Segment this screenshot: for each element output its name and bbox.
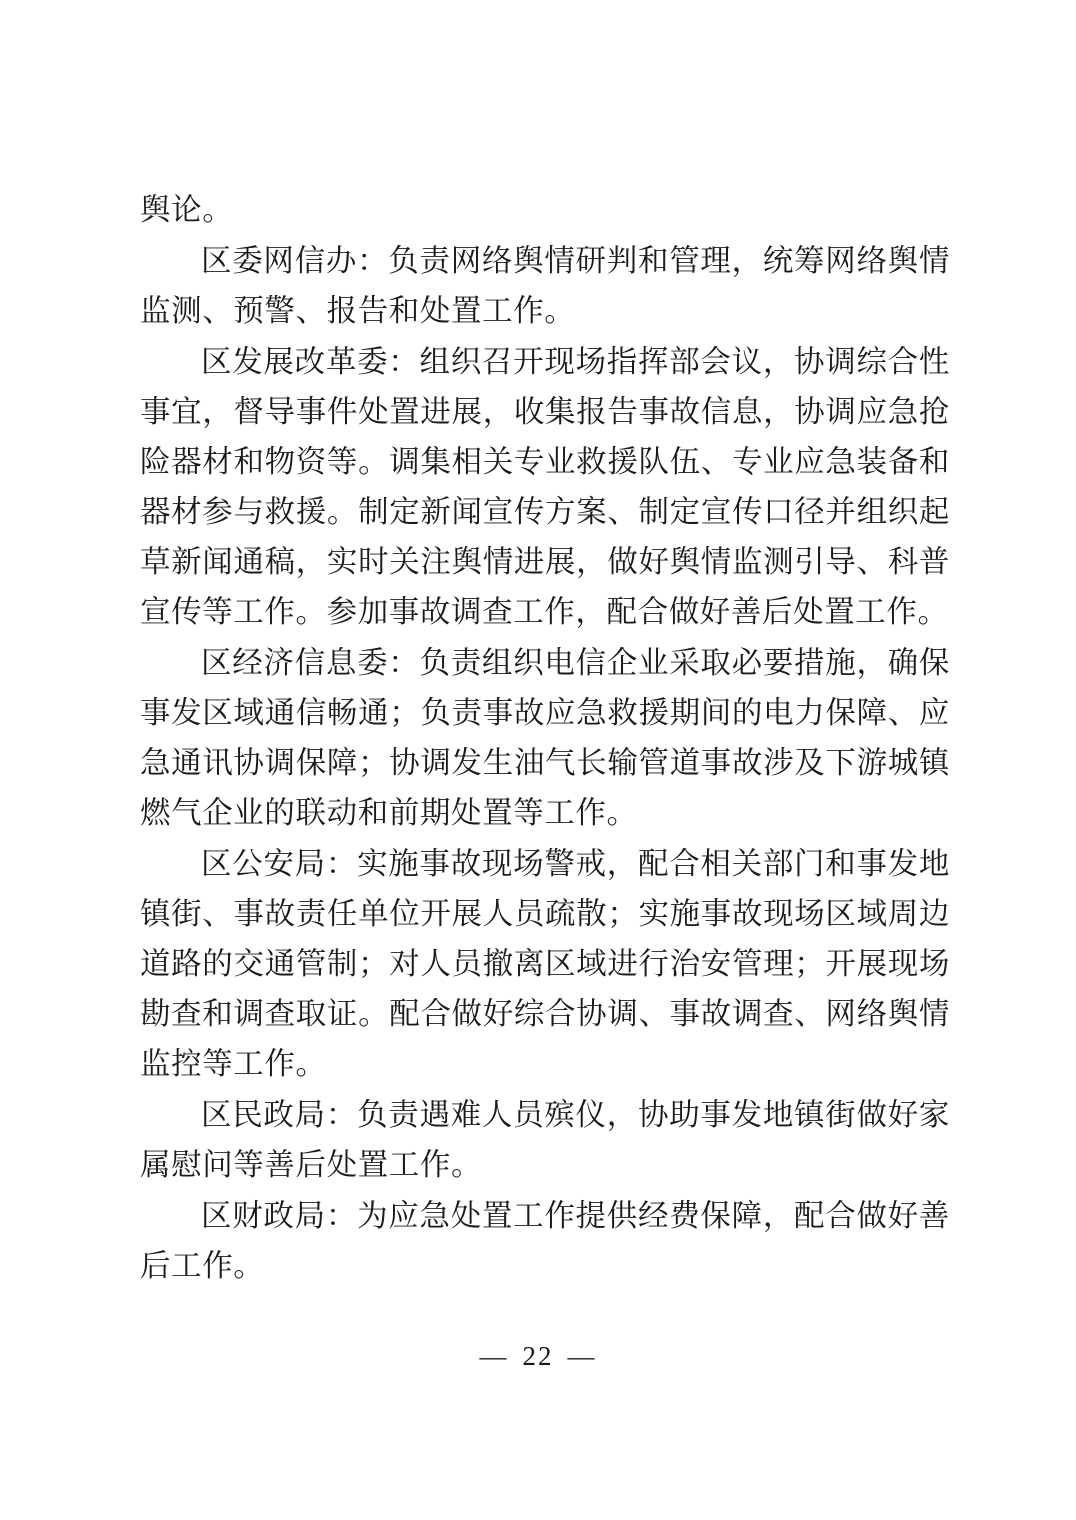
paragraph-minzhengju: 区民政局：负责遇难人员殡仪，协助事发地镇街做好家属慰问等善后处置工作。 bbox=[140, 1098, 950, 1182]
paragraph-jingxinwei: 区经济信息委：负责组织电信企业采取必要措施，确保事发区域通信畅通；负责事故应急救援期间的电力保障、应急通讯协调保障；协调发生油气长输管道事故涉及下游城镇燃气企业的联动和前期处置等工作。 bbox=[140, 646, 950, 830]
footer-dash-left: — bbox=[479, 1341, 509, 1371]
paragraph-caizhengju: 区财政局：为应急处置工作提供经费保障，配合做好善后工作。 bbox=[140, 1199, 950, 1283]
paragraph-wangxinban: 区委网信办：负责网络舆情研判和管理，统筹网络舆情监测、预警、报告和处置工作。 bbox=[140, 244, 950, 328]
page-footer bbox=[0, 1341, 1076, 1372]
footer-dash-right: — bbox=[567, 1341, 597, 1371]
paragraph-continuation: 舆论。 bbox=[140, 193, 234, 227]
page-number: 22 bbox=[522, 1341, 554, 1371]
paragraph-gonganju: 区公安局：实施事故现场警戒，配合相关部门和事发地镇街、事故责任单位开展人员疏散；实施事故现场区域周边道路的交通管制；对人员撤离区域进行治安管理；开展现场勘查和调查取证。配合做好综合协调、事故调查、网络舆情监控等工作。 bbox=[140, 847, 950, 1081]
paragraph-fagaiwei: 区发展改革委：组织召开现场指挥部会议，协调综合性事宜，督导事件处置进展，收集报告事故信息，协调应急抢险器材和物资等。调集相关专业救援队伍、专业应急装备和器材参与救援。制定新闻宣传方案、制定宣传口径并组织起草新闻通稿，实时关注舆情进展，做好舆情监测引导、科普宣传等工作。参加事故调查工作，配合做好善后处置工作。 bbox=[140, 345, 950, 629]
document-body bbox=[140, 185, 950, 1291]
